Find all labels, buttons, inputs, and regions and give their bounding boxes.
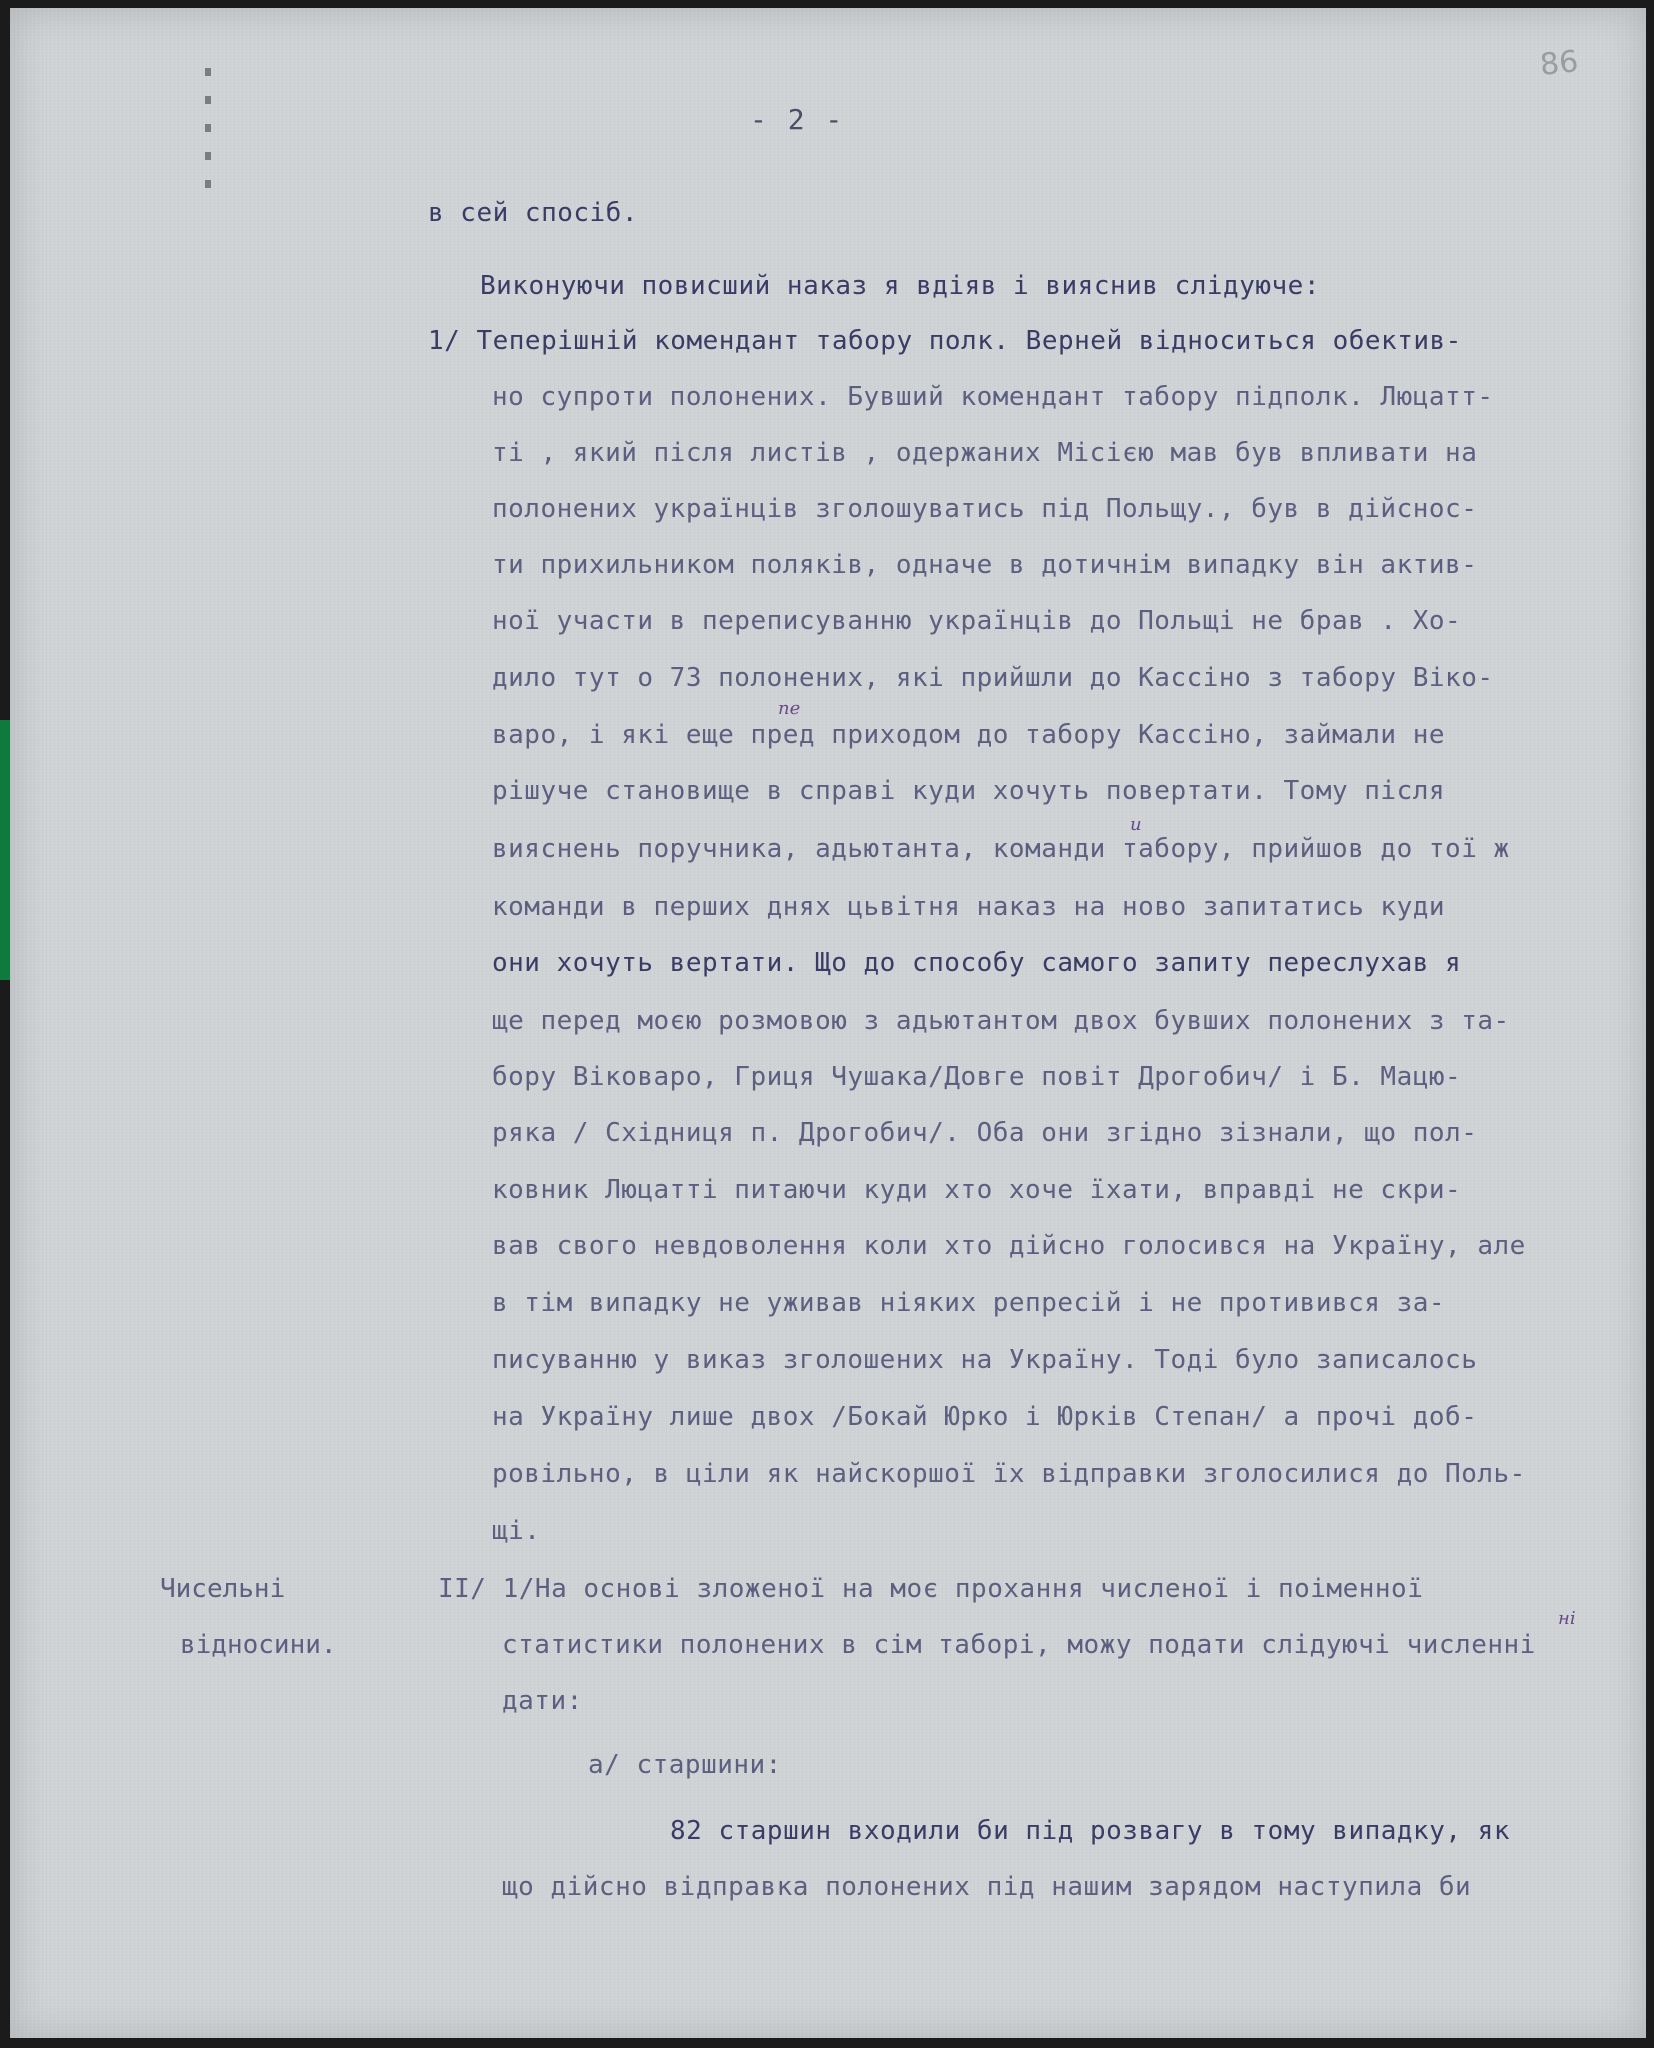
document-page	[10, 8, 1646, 2038]
text-line: 1/ Теперішній комендант табору полк. Верней відноситься обектив-	[428, 326, 1462, 356]
text-line: а/ старшини:	[588, 1750, 782, 1780]
text-line: они хочуть вертати. Що до способу самого запиту переслухав я	[492, 948, 1462, 978]
binding-holes	[205, 68, 211, 188]
page-number: - 2 -	[750, 103, 845, 136]
handwritten-correction: ні	[1558, 1608, 1576, 1629]
text-line: ті , який після листів , одержаних Місією мав був впливати на	[492, 438, 1478, 468]
text-line: що дійсно відправка полонених під нашим зарядом наступила би	[502, 1872, 1472, 1902]
text-line: на Україну лише двох /Бокай Юрко і Юрків Степан/ а прочі доб-	[492, 1402, 1478, 1432]
text-line: ковник Люцатті питаючи куди хто хоче їхати, вправді не скри-	[492, 1175, 1462, 1205]
handwritten-correction: пе	[778, 698, 801, 719]
text-line: ряка / Східниця п. Дрогобич/. Оба они згідно зізнали, що пол-	[492, 1118, 1478, 1148]
text-line: ти прихильником поляків, одначе в дотичнім випадку він актив-	[492, 550, 1478, 580]
text-line: щі.	[492, 1516, 541, 1546]
text-line: писуванню у виказ зголошених на Україну. Тоді було записалось	[492, 1345, 1478, 1375]
folio-number: 86	[1538, 44, 1580, 83]
text-line: Виконуючи повисший наказ я вдіяв і вияснив слідуюче:	[480, 271, 1320, 301]
text-line: II/ 1/На основі зложеної на моє прохання численої і поіменної	[438, 1574, 1424, 1604]
text-line: 82 старшин входили би під розвагу в тому випадку, як	[670, 1816, 1510, 1846]
margin-note: відносини.	[180, 1630, 337, 1660]
text-line: ної участи в переписуванню українців до Польщі не брав . Хо-	[492, 606, 1462, 636]
margin-note: Чисельні	[160, 1574, 286, 1604]
text-line: в сей спосіб.	[428, 198, 638, 228]
text-line: в тім випадку не уживав ніяких репресій і не противився за-	[492, 1288, 1446, 1318]
text-line: вияснень поручника, адьютанта, команди табору, прийшов до тої ж	[492, 834, 1510, 864]
text-line: дило тут о 73 полонених, які прийшли до Кассіно з табору Віко-	[492, 663, 1494, 693]
text-line: вав свого невдоволення коли хто дійсно голосився на Україну, але	[492, 1231, 1526, 1261]
handwritten-correction: и	[1130, 814, 1142, 835]
text-line: статистики полонених в сім таборі, можу подати слідуючі численні	[502, 1630, 1536, 1660]
text-line: дати:	[502, 1686, 583, 1716]
text-line: бору Віковаро, Гриця Чушака/Довге повіт Дрогобич/ і Б. Мацю-	[492, 1062, 1462, 1092]
text-line: рішуче становище в справі куди хочуть повертати. Тому після	[492, 776, 1446, 806]
text-line: ровільно, в ціли як найскоршої їх відправки зголосилися до Поль-	[492, 1459, 1526, 1489]
text-line: варо, і які еще пред приходом до табору Кассіно, займали не	[492, 720, 1446, 750]
text-line: но супроти полонених. Бувший комендант табору підполк. Люцатт-	[492, 382, 1494, 412]
text-line: команди в перших днях цьвітня наказ на ново запитатись куди	[492, 892, 1446, 922]
text-line: ще перед моєю розмовою з адьютантом двох бувших полонених з та-	[492, 1006, 1510, 1036]
text-line: полонених українців зголошуватись під Польщу., був в дійснос-	[492, 494, 1478, 524]
